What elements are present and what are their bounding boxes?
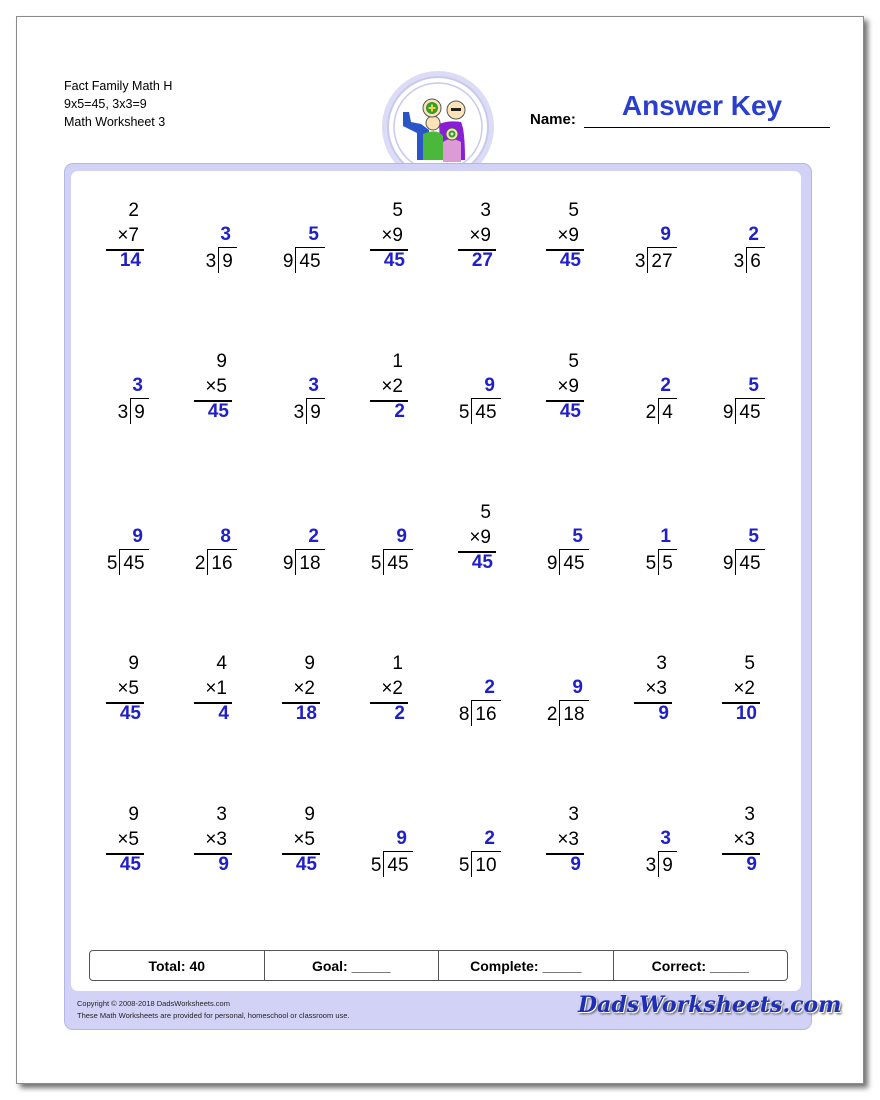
- divisor: 5: [370, 855, 382, 876]
- multiplicand: 3: [744, 804, 755, 825]
- problem-5-5: [433, 804, 513, 884]
- answer: 2: [394, 401, 405, 422]
- quotient: 3: [660, 828, 671, 849]
- divisor: 2: [645, 402, 657, 423]
- dividend: 45: [475, 402, 497, 423]
- quotient: 2: [308, 526, 319, 547]
- dividend: 45: [563, 553, 585, 574]
- dividend: 18: [563, 704, 585, 725]
- answer: 14: [119, 250, 141, 271]
- multiplicand: 1: [392, 653, 403, 674]
- quotient: 9: [484, 375, 495, 396]
- multiplicand: 3: [568, 804, 579, 825]
- answer: 9: [658, 703, 669, 724]
- multiplicand: 3: [480, 200, 491, 221]
- dividend: 9: [662, 855, 673, 876]
- division-bar: [207, 549, 237, 550]
- problem-2-5: [433, 351, 513, 431]
- quotient: 9: [572, 677, 583, 698]
- problem-4-4: [345, 653, 425, 733]
- multiplier: ×1: [205, 678, 227, 699]
- worksheet-title: Fact Family Math H: [64, 79, 173, 93]
- problem-2-7: [609, 351, 689, 431]
- divisor: 3: [205, 251, 217, 272]
- multiplier: ×3: [733, 829, 755, 850]
- answer: 2: [394, 703, 405, 724]
- multiplier: ×5: [205, 376, 227, 397]
- division-bracket: [647, 247, 648, 273]
- division-bracket: [295, 247, 296, 273]
- multiplier: ×7: [117, 225, 139, 246]
- multiplicand: 5: [568, 351, 579, 372]
- multiplicand: 9: [304, 653, 315, 674]
- divisor: 5: [458, 402, 470, 423]
- answer-key-title: Answer Key: [621, 90, 783, 121]
- problem-2-2: [169, 351, 249, 431]
- problem-1-5: [433, 200, 513, 280]
- copyright-text: Copyright © 2008-2018 DadsWorksheets.com: [77, 999, 230, 1008]
- division-bar: [306, 398, 325, 399]
- problem-4-1: [81, 653, 161, 733]
- division-bracket: [306, 398, 307, 424]
- problem-4-2: [169, 653, 249, 733]
- division-bracket: [383, 851, 384, 877]
- multiplier: ×9: [557, 225, 579, 246]
- dividend: 45: [387, 553, 409, 574]
- problem-5-3: [257, 804, 337, 884]
- problem-3-4: [345, 502, 425, 582]
- problem-5-4: [345, 804, 425, 884]
- division-bracket: [735, 549, 736, 575]
- multiplier: ×3: [205, 829, 227, 850]
- problem-5-8: [697, 804, 777, 884]
- division-bar: [658, 398, 677, 399]
- quotient: 2: [660, 375, 671, 396]
- quotient: 5: [748, 526, 759, 547]
- answer: 9: [746, 854, 757, 875]
- quotient: 3: [220, 224, 231, 245]
- dividend: 45: [299, 251, 321, 272]
- answer: 45: [559, 401, 581, 422]
- problem-5-2: [169, 804, 249, 884]
- division-bar: [383, 549, 413, 550]
- usage-note: These Math Worksheets are provided for personal, homeschool or classroom use.: [77, 1011, 350, 1020]
- multiplicand: 4: [216, 653, 227, 674]
- answer: 4: [218, 703, 229, 724]
- problem-4-7: [609, 653, 689, 733]
- divisor: 3: [117, 402, 129, 423]
- multiplicand: 9: [128, 804, 139, 825]
- copyright-notice: [77, 998, 350, 1022]
- division-bar: [295, 247, 325, 248]
- dividend: 9: [310, 402, 321, 423]
- division-bar: [559, 700, 589, 701]
- dividend: 27: [651, 251, 673, 272]
- multiplicand: 5: [568, 200, 579, 221]
- problem-1-3: [257, 200, 337, 280]
- dividend: 10: [475, 855, 497, 876]
- problem-3-3: [257, 502, 337, 582]
- division-bracket: [746, 247, 747, 273]
- problem-3-6: [521, 502, 601, 582]
- division-bar: [735, 398, 765, 399]
- division-bracket: [471, 700, 472, 726]
- quotient: 8: [220, 526, 231, 547]
- divisor: 3: [634, 251, 646, 272]
- division-bracket: [130, 398, 131, 424]
- problem-2-4: [345, 351, 425, 431]
- division-bar: [130, 398, 149, 399]
- multiplicand: 5: [480, 502, 491, 523]
- division-bar: [735, 549, 765, 550]
- multiplier: ×3: [645, 678, 667, 699]
- divisor: 9: [722, 402, 734, 423]
- multiplier: ×5: [117, 678, 139, 699]
- multiplier: ×3: [557, 829, 579, 850]
- problem-5-7: [609, 804, 689, 884]
- multiplicand: 3: [216, 804, 227, 825]
- goal-field: Goal: _____: [265, 951, 440, 980]
- problem-5-1: [81, 804, 161, 884]
- quotient: 3: [308, 375, 319, 396]
- answer: 45: [119, 703, 141, 724]
- division-bar: [559, 549, 589, 550]
- answer: 9: [570, 854, 581, 875]
- divisor: 9: [722, 553, 734, 574]
- division-bar: [658, 851, 677, 852]
- multiplier: ×9: [381, 225, 403, 246]
- answer: 45: [471, 552, 493, 573]
- problem-2-6: [521, 351, 601, 431]
- multiplier: ×5: [293, 829, 315, 850]
- problem-3-1: [81, 502, 161, 582]
- multiplier: ×9: [469, 225, 491, 246]
- multiplicand: 9: [128, 653, 139, 674]
- problem-5-6: [521, 804, 601, 884]
- divisor: 2: [546, 704, 558, 725]
- name-field-line: [584, 127, 830, 128]
- complete-field: Complete: _____: [439, 951, 614, 980]
- division-bar: [383, 851, 413, 852]
- division-bracket: [295, 549, 296, 575]
- quotient: 3: [132, 375, 143, 396]
- multiplier: ×2: [293, 678, 315, 699]
- name-label: Name:: [530, 111, 576, 128]
- quotient: 2: [484, 677, 495, 698]
- problem-4-6: [521, 653, 601, 733]
- answer: 9: [218, 854, 229, 875]
- answer: 45: [559, 250, 581, 271]
- quotient: 2: [484, 828, 495, 849]
- divisor: 2: [194, 553, 206, 574]
- answer: 45: [119, 854, 141, 875]
- quotient: 9: [132, 526, 143, 547]
- quotient: 9: [660, 224, 671, 245]
- problem-3-8: [697, 502, 777, 582]
- division-bracket: [218, 247, 219, 273]
- multiplier: ×5: [117, 829, 139, 850]
- divisor: 3: [293, 402, 305, 423]
- problem-1-4: [345, 200, 425, 280]
- division-bracket: [383, 549, 384, 575]
- dividend: 45: [739, 402, 761, 423]
- dividend: 45: [739, 553, 761, 574]
- multiplier: ×2: [733, 678, 755, 699]
- division-bar: [658, 549, 677, 550]
- division-bracket: [471, 398, 472, 424]
- divisor: 5: [370, 553, 382, 574]
- division-bar: [647, 247, 677, 248]
- division-bracket: [735, 398, 736, 424]
- problem-3-7: [609, 502, 689, 582]
- division-bracket: [119, 549, 120, 575]
- multiplicand: 9: [304, 804, 315, 825]
- problem-1-8: [697, 200, 777, 280]
- answer: 45: [383, 250, 405, 271]
- problem-1-2: [169, 200, 249, 280]
- dividend: 16: [211, 553, 233, 574]
- quotient: 5: [748, 375, 759, 396]
- division-bar: [295, 549, 325, 550]
- multiplicand: 2: [128, 200, 139, 221]
- worksheet-number: Math Worksheet 3: [64, 115, 166, 129]
- multiplier: ×9: [557, 376, 579, 397]
- division-bar: [471, 851, 501, 852]
- answer: 45: [207, 401, 229, 422]
- division-bar: [471, 398, 501, 399]
- multiplicand: 5: [744, 653, 755, 674]
- quotient: 9: [396, 828, 407, 849]
- divisor: 5: [106, 553, 118, 574]
- dadsworksheets-logo: DadsWorksheets.com: [578, 992, 842, 1018]
- answer: 18: [295, 703, 317, 724]
- quotient: 2: [748, 224, 759, 245]
- multiplicand: 1: [392, 351, 403, 372]
- dividend: 4: [662, 402, 673, 423]
- divisor: 8: [458, 704, 470, 725]
- total-count: Total: 40: [90, 951, 265, 980]
- dividend: 6: [750, 251, 761, 272]
- divisor: 9: [546, 553, 558, 574]
- answer: 27: [471, 250, 493, 271]
- problem-4-3: [257, 653, 337, 733]
- dividend: 45: [387, 855, 409, 876]
- quotient: 1: [660, 526, 671, 547]
- divisor: 9: [282, 553, 294, 574]
- problem-4-8: [697, 653, 777, 733]
- problem-1-1: [81, 200, 161, 280]
- dividend: 18: [299, 553, 321, 574]
- problem-3-2: [169, 502, 249, 582]
- score-table: [89, 950, 788, 981]
- divisor: 9: [282, 251, 294, 272]
- dividend: 16: [475, 704, 497, 725]
- answer: 10: [735, 703, 757, 724]
- division-bar: [471, 700, 501, 701]
- dividend: 45: [123, 553, 145, 574]
- problem-2-1: [81, 351, 161, 431]
- divisor: 5: [645, 553, 657, 574]
- worksheet-subtitle: 9x5=45, 3x3=9: [64, 97, 147, 111]
- multiplicand: 9: [216, 351, 227, 372]
- division-bracket: [658, 851, 659, 877]
- correct-field: Correct: _____: [651, 957, 749, 974]
- multiplier: ×9: [469, 527, 491, 548]
- division-bar: [746, 247, 765, 248]
- dividend: 9: [222, 251, 233, 272]
- division-bar: [218, 247, 237, 248]
- problem-2-8: [697, 351, 777, 431]
- division-bracket: [207, 549, 208, 575]
- problem-1-6: [521, 200, 601, 280]
- multiplier: ×2: [381, 678, 403, 699]
- division-bar: [119, 549, 149, 550]
- problem-1-7: [609, 200, 689, 280]
- multiplier: ×2: [381, 376, 403, 397]
- quotient: 5: [572, 526, 583, 547]
- multiplicand: 3: [656, 653, 667, 674]
- quotient: 9: [396, 526, 407, 547]
- division-bracket: [658, 549, 659, 575]
- divisor: 5: [458, 855, 470, 876]
- problem-3-5: [433, 502, 513, 582]
- dividend: 9: [134, 402, 145, 423]
- division-bracket: [471, 851, 472, 877]
- quotient: 5: [308, 224, 319, 245]
- division-bracket: [559, 700, 560, 726]
- answer: 45: [295, 854, 317, 875]
- division-bracket: [658, 398, 659, 424]
- dividend: 5: [662, 553, 673, 574]
- divisor: 3: [645, 855, 657, 876]
- divisor: 3: [733, 251, 745, 272]
- division-bracket: [559, 549, 560, 575]
- multiplicand: 5: [392, 200, 403, 221]
- problem-2-3: [257, 351, 337, 431]
- worksheet-info: [64, 77, 172, 131]
- problem-4-5: [433, 653, 513, 733]
